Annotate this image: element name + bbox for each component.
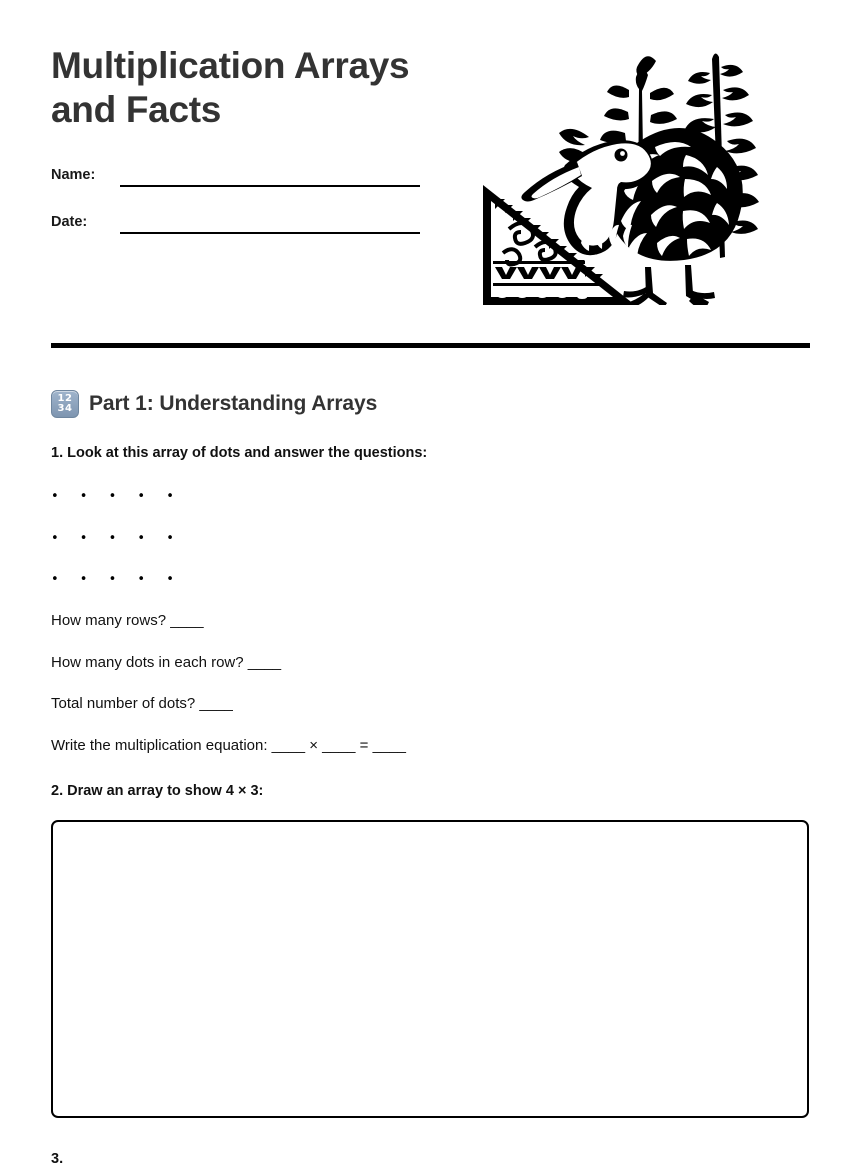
header-divider-rule — [51, 343, 810, 348]
question-1b-dots-each[interactable]: How many dots in each row? ____ — [51, 654, 282, 671]
question-1a-rows[interactable]: How many rows? ____ — [51, 612, 204, 629]
kiwi-bird-illustration — [469, 15, 769, 305]
date-input-line[interactable] — [120, 232, 420, 234]
question-2-prompt: 2. Draw an array to show 4 × 3: — [51, 783, 264, 799]
question-1d-equation[interactable]: Write the multiplication equation: ____ × ____ = ____ — [51, 737, 406, 754]
page-title — [51, 44, 481, 132]
input-numbers-icon-bottom: 34 — [57, 403, 73, 414]
page-title-line-1: Multiplication Arrays — [51, 45, 410, 86]
dot-array-row: • • • • • — [51, 572, 183, 587]
question-1c-total[interactable]: Total number of dots? ____ — [51, 695, 233, 712]
name-input-line[interactable] — [120, 185, 420, 187]
input-numbers-icon — [51, 390, 79, 418]
section-title: Part 1: Understanding Arrays — [89, 392, 378, 415]
date-label: Date: — [51, 214, 88, 230]
name-label: Name: — [51, 167, 96, 183]
question-3-prompt-partial: 3. — [51, 1151, 64, 1167]
page-title-line-2: and Facts — [51, 89, 222, 130]
dot-array-row: • • • • • — [51, 531, 183, 546]
input-numbers-icon-top: 12 — [57, 393, 73, 404]
dot-array-row: • • • • • — [51, 489, 183, 504]
section-heading-part-1 — [51, 389, 377, 419]
question-1-prompt: 1. Look at this array of dots and answer the questions: — [51, 445, 428, 461]
draw-array-answer-box[interactable] — [51, 820, 809, 1118]
